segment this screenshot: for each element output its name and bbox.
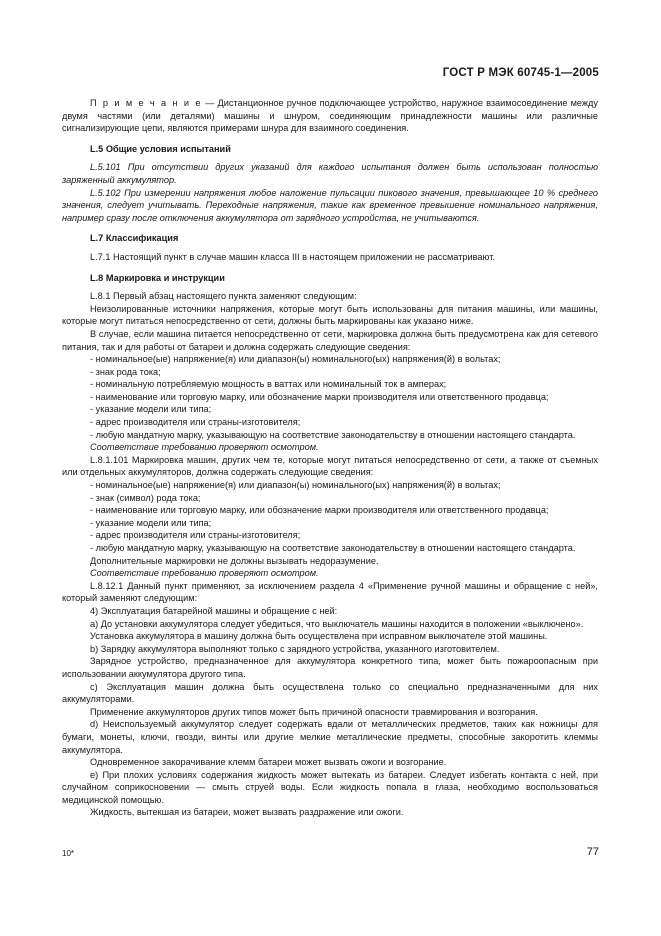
paragraph: а) До установки аккумулятора следует убедиться, что выключатель машины находится в положении «выключено». — [90, 618, 584, 629]
paragraph: Зарядное устройство, предназначенное для аккумулятора конкретного типа, может быть пожароопасным при использовании аккумулятора другого типа. — [62, 656, 598, 679]
section-heading-l5: L.5 Общие условия испытаний — [90, 143, 231, 154]
note-text: — Дистанционное ручное подключающее устройство, наружное взаимосоединение между двумя частями (или деталями) машины и шнуром, соединяющим принадлежности машины или различные сигнализирующие цепи, являются примерами шнура для взаимного соединения. — [62, 98, 598, 134]
note-paragraph — [62, 97, 598, 135]
paragraph-l8-1: L.8.1 Первый абзац настоящего пункта заменяют следующим: — [90, 291, 357, 302]
list-item: - номинальную потребляемую мощность в ваттах или номинальный ток в амперах; — [90, 379, 447, 390]
paragraph: Жидкость, вытекшая из батареи, может вызвать раздражение или ожоги. — [90, 807, 404, 818]
paragraph: В случае, если машина питается непосредственно от сети, маркировка должна быть предусмотрена как для сетевого питания, так и для работы от батареи и должна содержать следующие сведения: — [62, 328, 598, 352]
paragraph: b) Зарядку аккумулятора выполняют только с зарядного устройства, указанного изготовителем. — [90, 643, 500, 654]
list-item: - знак (символ) рода тока; — [90, 492, 201, 503]
list-item: - указание модели или типа; — [90, 404, 212, 415]
compliance-note: Соответствие требованию проверяют осмотром. — [90, 568, 319, 579]
page-number: 77 — [586, 846, 599, 858]
list-item: - номинальное(ые) напряжение(я) или диапазон(ы) номинального(ых) напряжения(й) в вольтах; — [90, 480, 501, 491]
list-item: - любую мандатную марку, указывающую на соответствие законодательству в отношении настоящего стандарта. — [90, 543, 576, 553]
list-item: - номинальное(ые) напряжение(я) или диапазон(ы) номинального(ых) напряжения(й) в вольтах; — [90, 354, 501, 365]
paragraph-l5-102: L.5.102 При измерении напряжения любое наложение пульсации пикового значения, превышающее 10 % среднего значения, следует учитывать. Переходные напряжения, такие как временное превышение номинального напряжения, например сразу после отключения аккумулятора от зарядного устройства, не учитываются. — [62, 187, 598, 223]
list-item: - адрес производителя или страны-изготовителя; — [90, 530, 301, 541]
paragraph: Одновременное закорачивание клемм батареи может вызвать ожоги и возгорание. — [90, 757, 447, 768]
paragraph: d) Неиспользуемый аккумулятор следует содержать вдали от металлических предметов, таких как ножницы для бумаги, монеты, ключи, гвозди, винты или другие мелкие металлические предметы, способные закоротить клеммы аккумулятора. — [62, 719, 598, 755]
document-header: ГОСТ Р МЭК 60745-1—2005 — [442, 67, 599, 79]
paragraph: Неизолированные источники напряжения, которые могут быть использованы для питания машины, или машины, которые могут питаться непосредственно от сети, должны быть маркированы как указано ниже. — [62, 303, 598, 327]
paragraph-l7-1: L.7.1 Настоящий пункт в случае машин класса III в настоящем приложении не рассматривают. — [90, 251, 495, 262]
paragraph: е) При плохих условиях содержания жидкость может вытекать из батареи. Следует избегать контакта с ней, при случайном соприкосновении — смыть струей воды. Если жидкость попала в глаза, необходимо воспользоваться медицинской помощью. — [62, 769, 598, 805]
paragraph-l8-12-1: L.8.12.1 Данный пункт применяют, за исключением раздела 4 «Применение ручной машины и обращение с ней», который заменяют следующим: — [62, 580, 598, 604]
paragraph: c) Эксплуатация машин должна быть осуществлена только со специально предназначенными для них аккумуляторами. — [62, 681, 598, 705]
list-item: - любую мандатную марку, указывающую на соответствие законодательству в отношении настоящего стандарта. — [90, 429, 576, 440]
list-marking-mains — [62, 353, 598, 441]
paragraph-l8-1-101: L.8.1.101 Маркировка машин, других чем те, которые могут питаться непосредственно от сети, а также от съемных или отдельных аккумуляторов, должна содержать следующие сведения: — [62, 454, 598, 478]
paragraph: Применение аккумуляторов других типов может быть причиной опасности травмирования и возгорания. — [90, 706, 538, 717]
compliance-note: Соответствие требованию проверяют осмотром. — [90, 442, 319, 453]
list-item: - адрес производителя или страны-изготовителя; — [90, 417, 301, 428]
footer-sheet-mark: 10* — [62, 849, 75, 858]
list-item: - знак рода тока; — [90, 366, 161, 377]
document-body — [62, 97, 598, 819]
list-item: - указание модели или типа; — [90, 517, 212, 528]
list-marking-battery — [62, 479, 598, 555]
paragraph: 4) Эксплуатация батарейной машины и обращение с ней: — [90, 605, 338, 616]
list-item: - наименование или торговую марку, или обозначение марки производителя или ответственного продавца; — [90, 505, 549, 516]
section-heading-l8: L.8 Маркировка и инструкции — [90, 272, 225, 283]
list-item: - наименование или торговую марку, или обозначение марки производителя или ответственного продавца; — [90, 391, 549, 402]
note-label: П р и м е ч а н и е — [90, 98, 203, 108]
paragraph-l5-101: L.5.101 При отсутствии других указаний для каждого испытания должен быть использован полностью заряженный аккумулятор. — [62, 162, 598, 185]
paragraph: Дополнительные маркировки не должны вызывать недоразумение. — [90, 555, 379, 566]
section-heading-l7: L.7 Классификация — [90, 233, 179, 244]
paragraph: Установка аккумулятора в машину должна быть осуществлена при исправном выключателе этой машины. — [90, 631, 548, 642]
